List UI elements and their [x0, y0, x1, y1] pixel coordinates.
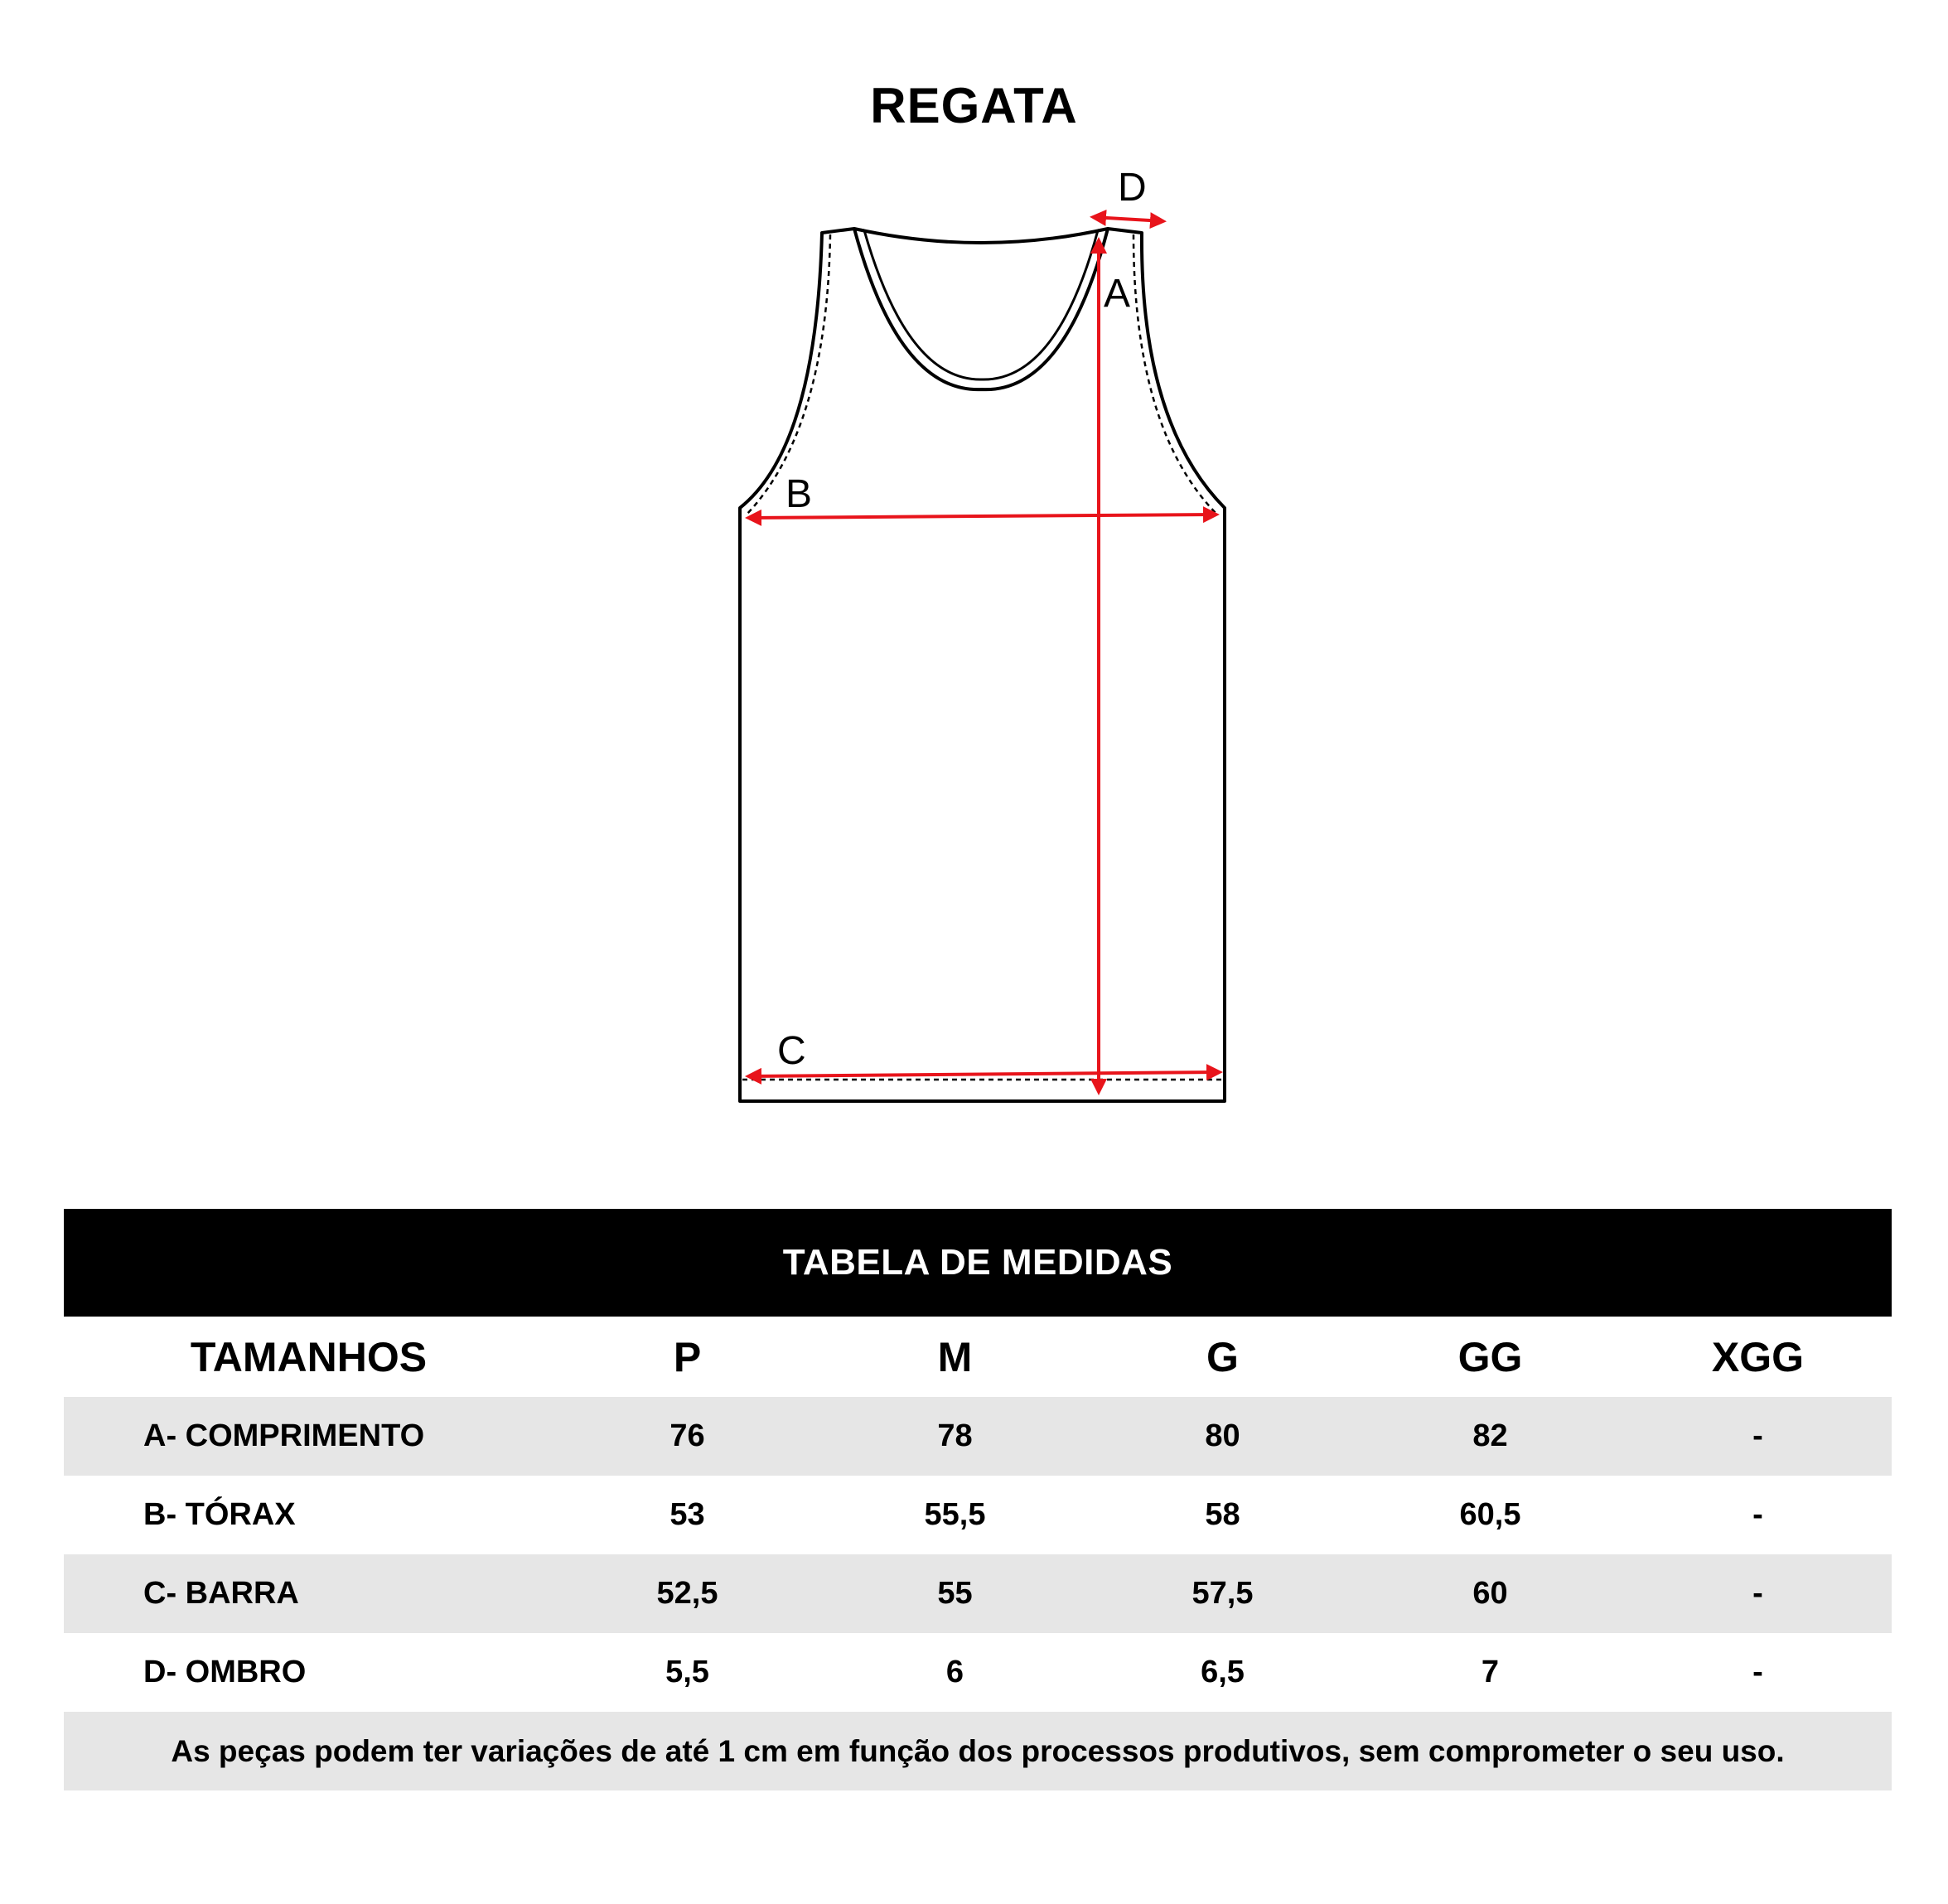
table-row — [64, 1633, 1892, 1712]
table-cell: - — [1752, 1576, 1763, 1611]
table-cell: 52,5 — [656, 1576, 718, 1611]
table-row — [64, 1554, 1892, 1633]
table-cell: 78 — [937, 1418, 973, 1453]
measure-c-label: C — [777, 1029, 806, 1073]
row-label: D- OMBRO — [143, 1655, 307, 1689]
table-header: TABELA DE MEDIDAS — [64, 1209, 1892, 1317]
table-column-headers — [64, 1317, 1892, 1397]
page-title: REGATA — [870, 78, 1078, 133]
table-cell: 53 — [669, 1497, 705, 1532]
table-cell: 57,5 — [1192, 1576, 1254, 1611]
table-cell: 6 — [945, 1655, 964, 1689]
table-cell: 76 — [669, 1418, 705, 1453]
measure-d-arrow — [1093, 217, 1163, 221]
size-header-g: G — [1206, 1333, 1239, 1380]
table-cell: 82 — [1472, 1418, 1508, 1453]
table-cell: 60,5 — [1459, 1497, 1521, 1532]
size-header-m: M — [937, 1333, 973, 1380]
table-cell: 7 — [1481, 1655, 1500, 1689]
row-label: B- TÓRAX — [143, 1497, 296, 1532]
table-cell: 58 — [1205, 1497, 1240, 1532]
size-header-p: P — [673, 1333, 702, 1380]
table-cell: - — [1752, 1497, 1763, 1532]
table-cell: - — [1752, 1655, 1763, 1689]
table-row — [64, 1476, 1892, 1554]
measure-a-label: A — [1104, 272, 1131, 316]
table-cell: 60 — [1472, 1576, 1508, 1611]
tank-top-outline — [740, 229, 1225, 1101]
table-row — [64, 1397, 1892, 1476]
table-footnote: As peças podem ter variações de até 1 cm em função dos processos produtivos, sem comprometer o seu uso. — [64, 1712, 1892, 1790]
row-label: A- COMPRIMENTO — [143, 1418, 425, 1453]
table-cell: 55,5 — [924, 1497, 986, 1532]
measure-d-label: D — [1118, 166, 1147, 210]
table-cell: 5,5 — [665, 1655, 709, 1689]
table-cell: - — [1752, 1418, 1763, 1453]
table-cell: 55 — [937, 1576, 973, 1611]
measure-b-label: B — [785, 472, 813, 516]
table-cell: 80 — [1205, 1418, 1240, 1453]
size-header-xgg: XGG — [1711, 1333, 1805, 1380]
size-table — [64, 1209, 1892, 1790]
size-label-header: TAMANHOS — [190, 1333, 428, 1380]
size-header-gg: GG — [1457, 1333, 1523, 1380]
table-cell: 6,5 — [1201, 1655, 1245, 1689]
row-label: C- BARRA — [143, 1576, 299, 1611]
